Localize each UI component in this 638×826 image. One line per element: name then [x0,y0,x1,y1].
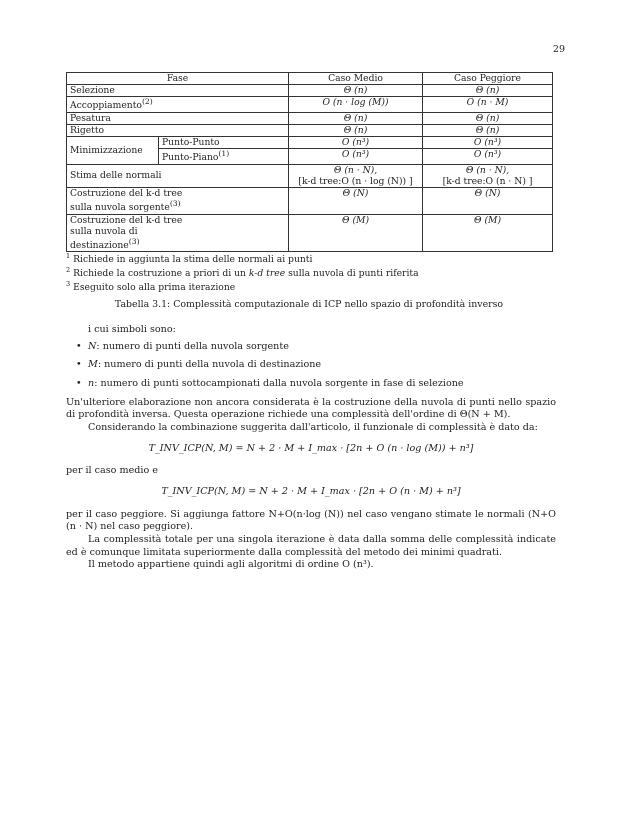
fase-label: Accoppiamento [70,100,142,112]
peggiore-cell: Θ (M) [423,214,553,252]
intro-line: i cui simboli sono: [88,324,176,335]
fase-line: Costruzione del k-d tree [70,214,183,226]
header-fase: Fase [67,73,289,85]
table-caption: Tabella 3.1: Complessità computazionale di ICP nello spazio di profondità inverso [114,299,504,310]
paragraph: Considerando la combinazione suggerita dall'articolo, il funzionale di complessità è dato da: [88,421,538,433]
list-item [76,341,556,354]
paragraph: Il metodo appartiene quindi agli algoritmi di ordine O (n³). [88,559,374,571]
symbol: M [88,359,98,371]
fase-cell [67,97,289,112]
medio-cell: Θ (n) [289,112,423,124]
footnote [66,280,556,294]
medio-cell: O (n³) [289,137,423,149]
fase-line [70,199,285,213]
paragraph: Un'ulteriore elaborazione non ancora considerata è la costruzione della nuvola di punti nello spazio di profondità inversa. Questa operazione richiede una complessità dell'ordine di Θ(N + M). [66,396,556,421]
body-text [66,324,556,572]
peggiore-cell: Θ (n) [423,85,553,97]
symbol-description: : numero di punti della nuvola di destinazione [97,359,322,371]
fase-line-text: destinazione [70,240,129,252]
footnote-text: Richiede in aggiunta la stima delle normali ai punti [73,254,313,266]
fase-cell: Rigetto [67,124,289,136]
symbol-description: : numero di punti sottocampionati dalla nuvola sorgente in fase di selezione [94,377,464,389]
fase-cell: Selezione [67,85,289,97]
paragraph: per il caso medio e [66,465,158,477]
table-row [67,85,553,97]
medio-cell: Θ (n) [289,124,423,136]
header-caso-medio: Caso Medio [289,73,423,85]
peggiore-cell: O (n³) [423,149,553,164]
medio-cell [289,164,423,187]
list-item [76,359,556,372]
table-row [67,97,553,112]
fase-cell [67,188,289,215]
peggiore-cell: Θ (n) [423,124,553,136]
fase-cell: Minimizzazione [67,137,159,165]
table-row [67,124,553,136]
footnote [66,266,556,280]
fase-cell: Pesatura [67,112,289,124]
table-row [67,188,553,215]
symbol: n [88,377,95,389]
peggiore-cell [423,164,553,187]
footnote-mark: (3) [169,199,181,209]
equation-caso-medio: T_INV_ICP(N, M) = N + 2 · M + I_max · [2n + O (n · log (M)) + n³] [148,442,474,454]
symbol-description: : numero di punti della nuvola sorgente [96,340,289,352]
medio-line: [k-d tree:O (n · log (N)) ] [298,175,413,187]
complexity-table [66,72,553,252]
peggiore-cell: O (n · M) [423,97,553,112]
table-header-row [67,73,553,85]
fase-cell: Stima delle normali [67,164,289,187]
footnote-mark: (2) [141,97,153,107]
medio-cell: Θ (N) [289,188,423,215]
footnote-mark: (3) [128,237,140,247]
medio-cell: Θ (M) [289,214,423,252]
bullet-icon: • [76,377,82,389]
footnote-text: Eseguito solo alla prima iterazione [73,282,236,294]
peggiore-cell: Θ (n) [423,112,553,124]
fase-line: Costruzione del k-d tree [70,188,183,200]
peggiore-line: Θ (n · N), [465,164,510,176]
table-row [67,214,553,252]
fase-line: sulla nuvola di [70,225,138,237]
bullet-icon: • [76,340,82,352]
page-number: 29 [552,44,565,55]
fase-cell [67,214,289,252]
subfase-cell: Punto-Punto [159,137,289,149]
footnote-text: Richiede la costruzione a priori di un [73,268,249,280]
bullet-icon: • [76,359,82,371]
peggiore-line: [k-d tree:O (n · N) ] [442,175,533,187]
fase-line [70,237,285,251]
footnote-number: 1 [66,252,71,260]
medio-line: Θ (n · N), [333,164,378,176]
medio-cell: O (n · log (M)) [289,97,423,112]
footnote-mark: (1) [218,149,230,159]
footnote-number: 3 [66,280,71,289]
medio-cell: O (n³) [289,149,423,164]
footnote-number: 2 [66,266,71,275]
subfase-cell [159,149,289,164]
footnote-emphasis: k-d tree [248,268,286,280]
fase-line-text: sulla nuvola sorgente [70,202,170,214]
equation-caso-peggiore: T_INV_ICP(N, M) = N + 2 · M + I_max · [2n + O (n · M) + n³] [161,485,461,497]
peggiore-cell: Θ (N) [423,188,553,215]
subfase-label: Punto-Piano [162,152,219,164]
header-caso-peggiore: Caso Peggiore [423,73,553,85]
symbol: N [88,340,97,352]
footnote-text: sulla nuvola di punti riferita [285,268,419,280]
footnote [66,252,556,266]
table-row [67,137,553,149]
table-row [67,112,553,124]
table-footnotes [66,252,556,294]
symbol-list [66,341,556,391]
medio-cell: Θ (n) [289,85,423,97]
table-row [67,164,553,187]
peggiore-cell: O (n³) [423,137,553,149]
list-item [76,378,556,391]
paragraph: La complessità totale per una singola iterazione è data dalla somma delle complessità indicate ed è comunque limitata superiormente dalla complessità del metodo dei minimi quadrati. [66,533,556,558]
paragraph: per il caso peggiore. Si aggiunga fattore N+O(n·log (N)) nel caso vengano stimate le normali (N+O (n · N) nel caso peggiore). [66,508,556,533]
